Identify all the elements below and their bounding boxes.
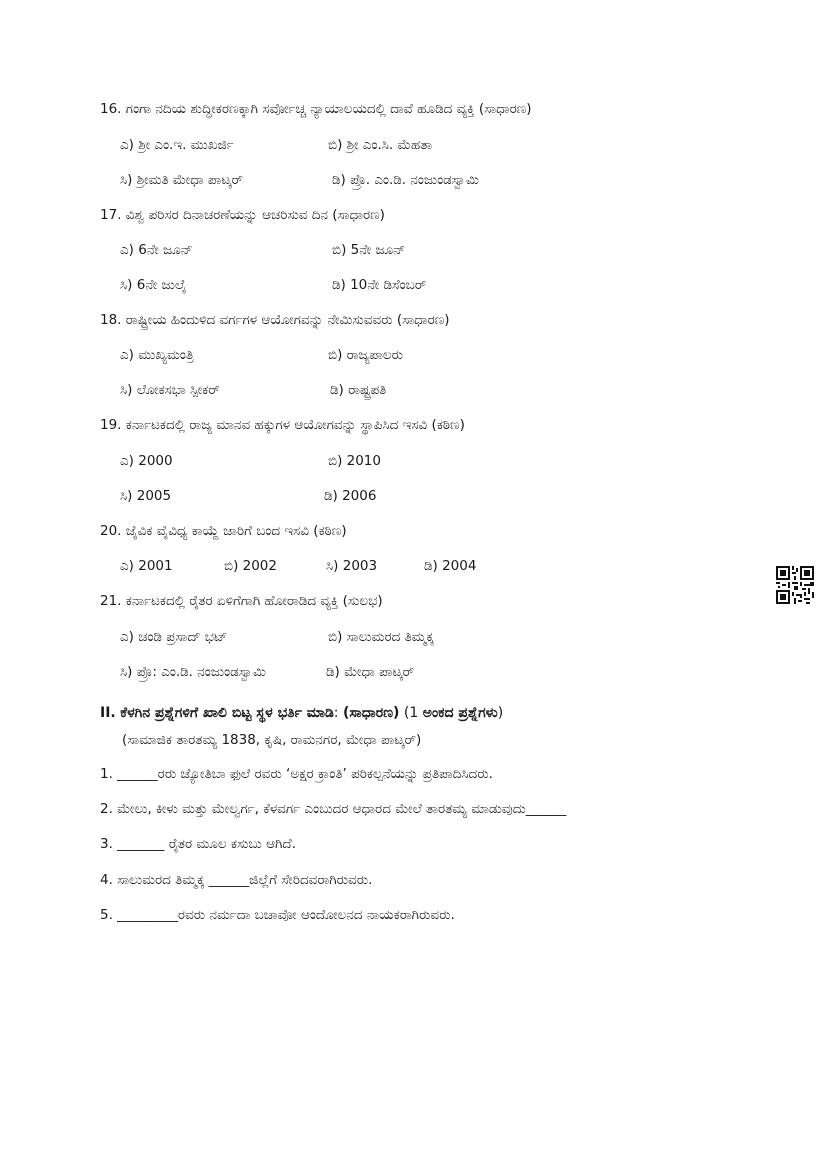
q18-option-a: ಎ) ಮುಖ್ಯಮಂತ್ರಿ bbox=[120, 347, 194, 363]
q16-option-b: ಬಿ) ಶ್ರೀ ಎಂ.ಸಿ. ಮೆಹತಾ bbox=[328, 137, 433, 153]
section-2-marks-open: (1 bbox=[399, 705, 423, 721]
q17-option-b: ಬಿ) 5ನೇ ಜೂನ್ bbox=[332, 242, 406, 258]
q17-option-a: ಎ) 6ನೇ ಜೂನ್ bbox=[120, 242, 193, 258]
section-2-numeral: II. bbox=[100, 705, 116, 721]
q21-option-c: ಸಿ) ಪ್ರೊ: ಎಂ.ಡಿ. ನಂಜುಂಡಸ್ವಾಮಿ bbox=[120, 664, 266, 680]
q21-option-d: ಡಿ) ಮೇಧಾ ಪಾಟ್ಕರ್ bbox=[326, 664, 415, 680]
q20-option-c: ಸಿ) 2003 bbox=[326, 558, 378, 574]
q20-option-a: ಎ) 2001 bbox=[120, 558, 173, 574]
section-2-colon: : bbox=[333, 705, 343, 721]
fill-blank-1: 1. ______ರರು ಜ್ಯೋತಿಬಾ ಫುಲೆ ರವರು ‘ಅಕ್ಷರ ಕ್ರಾಂತಿ’ ಪರಿಕಲ್ಪನೆಯನ್ನು ಪ್ರತಿಪಾದಿಸಿದರು. bbox=[100, 766, 493, 782]
fill-blank-5: 5. _________ರವರು ನರ್ಮದಾ ಬಚಾವೋ ಆಂದೋಲನದ ನಾಯಕರಾಗಿರುವರು. bbox=[100, 907, 455, 923]
q16-option-c: ಸಿ) ಶ್ರೀಮತಿ ಮೇಧಾ ಪಾಟ್ಕರ್ bbox=[120, 172, 243, 188]
fill-blank-3: 3. _______ ರೈತರ ಮೂಲ ಕಸುಬು ಆಗಿದೆ. bbox=[100, 836, 296, 852]
q19-option-d: ಡಿ) 2006 bbox=[324, 488, 377, 504]
q21-option-a: ಎ) ಚಂಡಿ ಪ್ರಸಾದ್ ಭಟ್ bbox=[120, 629, 228, 645]
q20-option-d: ಡಿ) 2004 bbox=[424, 558, 477, 574]
q19-option-a: ಎ) 2000 bbox=[120, 453, 173, 469]
q16-option-a: ಎ) ಶ್ರೀ ಎಂ.ಇ. ಮುಖರ್ಜಿ bbox=[120, 137, 234, 153]
q19-option-b: ಬಿ) 2010 bbox=[328, 453, 381, 469]
section-2-marks-close: ) bbox=[497, 705, 504, 721]
q17-option-d: ಡಿ) 10ನೇ ಡಿಸೆಂಬರ್ bbox=[332, 277, 427, 293]
q18-option-c: ಸಿ) ಲೋಕಸಭಾ ಸ್ಪೀಕರ್ bbox=[120, 382, 220, 398]
q16-option-d: ಡಿ) ಪ್ರೊ. ಎಂ.ಡಿ. ನಂಜುಂಡಸ್ವಾಮಿ bbox=[332, 172, 480, 188]
fill-blank-4: 4. ಸಾಲುಮರದ ತಿಮ್ಮಕ್ಕ ______ಜಿಲ್ಲೆಗೆ ಸೇರಿದವರಾಗಿರುವರು. bbox=[100, 872, 373, 888]
q18-option-d: ಡಿ) ರಾಷ್ಟ್ರಪತಿ bbox=[330, 382, 387, 398]
question-21: 21. ಕರ್ನಾಟಕದಲ್ಲಿ ರೈತರ ಏಳಿಗೆಗಾಗಿ ಹೋರಾಡಿದ ವ್ಯಕ್ತಿ (ಸುಲಭ) bbox=[100, 593, 383, 609]
q20-option-b: ಬಿ) 2002 bbox=[224, 558, 277, 574]
section-2-title: ಕೆಳಗಿನ ಪ್ರಶ್ನೆಗಳಿಗೆ ಖಾಲಿ ಬಿಟ್ಟ ಸ್ಥಳ ಭರ್ತಿ ಮಾಡಿ bbox=[120, 705, 334, 721]
section-2-heading bbox=[100, 704, 503, 722]
qr-code-icon bbox=[776, 566, 814, 604]
fill-blank-2: 2. ಮೇಲು, ಕೀಳು ಮತ್ತು ಮೇಲ್ವರ್ಗ, ಕೆಳವರ್ಗ ಎಂಬುದರ ಆಧಾರದ ಮೇಲೆ ತಾರತಮ್ಯ ಮಾಡುವುದು______ bbox=[100, 801, 567, 817]
word-bank: (ಸಾಮಾಜಿಕ ತಾರತಮ್ಯ 1838, ಕೃಷಿ, ರಾಮನಗರ, ಮೇಧಾ ಪಾಟ್ಕರ್) bbox=[122, 732, 422, 748]
q17-option-c: ಸಿ) 6ನೇ ಜುಲೈ bbox=[120, 277, 187, 293]
q18-option-b: ಬಿ) ರಾಜ್ಯಪಾಲರು bbox=[328, 347, 404, 363]
question-19: 19. ಕರ್ನಾಟಕದಲ್ಲಿ ರಾಜ್ಯ ಮಾನವ ಹಕ್ಕುಗಳ ಆಯೋಗವನ್ನು ಸ್ಥಾಪಿಸಿದ ಇಸವಿ (ಕಠಿಣ) bbox=[100, 417, 465, 433]
question-16: 16. ಗಂಗಾ ನದಿಯ ಶುದ್ಧೀಕರಣಕ್ಕಾಗಿ ಸರ್ವೋಚ್ಚ ನ್ಯಾಯಾಲಯದಲ್ಲಿ ದಾವೆ ಹೂಡಿದ ವ್ಯಕ್ತಿ (ಸಾಧಾರಣ) bbox=[100, 101, 532, 117]
question-20: 20. ಜೈವಿಕ ವೈವಿಧ್ಯ ಕಾಯ್ದೆ ಜಾರಿಗೆ ಬಂದ ಇಸವಿ (ಕಠಿಣ) bbox=[100, 523, 347, 539]
q19-option-c: ಸಿ) 2005 bbox=[120, 488, 172, 504]
question-18: 18. ರಾಷ್ಟ್ರೀಯ ಹಿಂದುಳಿದ ವರ್ಗಗಳ ಆಯೋಗವನ್ನು ನೇಮಿಸುವವರು (ಸಾಧಾರಣ) bbox=[100, 312, 450, 328]
section-2-difficulty: (ಸಾಧಾರಣ) bbox=[342, 705, 400, 721]
question-17: 17. ವಿಶ್ವ ಪರಿಸರ ದಿನಾಚರಣೆಯನ್ನು ಆಚರಿಸುವ ದಿನ (ಸಾಧಾರಣ) bbox=[100, 207, 385, 223]
q21-option-b: ಬಿ) ಸಾಲುಮರದ ತಿಮ್ಮಕ್ಕ bbox=[328, 629, 434, 645]
section-2-marks-label: ಅಂಕದ ಪ್ರಶ್ನೆಗಳು bbox=[422, 705, 498, 721]
